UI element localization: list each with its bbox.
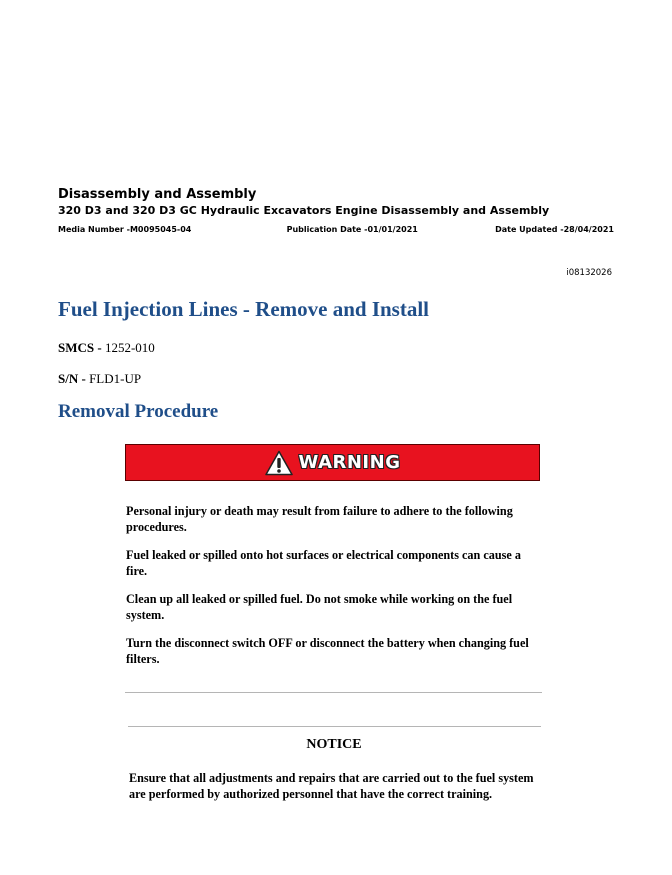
date-updated: Date Updated -28/04/2021: [495, 225, 614, 234]
meta-row: [58, 225, 614, 234]
warning-triangle-icon: [265, 450, 293, 476]
smcs-value: 1252-010: [104, 340, 155, 355]
publication-date: Publication Date -01/01/2021: [286, 225, 418, 234]
sn-line: [58, 371, 141, 387]
warning-paragraph: Turn the disconnect switch OFF or disconnect the battery when changing fuel filters.: [126, 636, 529, 666]
notice-divider: [128, 726, 541, 727]
page-title: Fuel Injection Lines - Remove and Install: [58, 297, 430, 321]
section-title: Removal Procedure: [58, 401, 219, 422]
smcs-label: SMCS -: [58, 340, 102, 355]
sn-value: FLD1-UP: [89, 371, 142, 386]
document-header: [58, 186, 614, 234]
warning-banner: [125, 444, 540, 481]
reference-id: i08132026: [566, 268, 612, 278]
notice-heading: NOTICE: [306, 737, 362, 752]
warning-body: [126, 504, 538, 680]
smcs-line: [58, 340, 155, 356]
doc-subtitle: 320 D3 and 320 D3 GC Hydraulic Excavators Engine Disassembly and Assembly: [58, 204, 550, 217]
warning-label: WARNING: [298, 452, 401, 473]
media-number: Media Number -M0095045-04: [58, 225, 192, 234]
warning-paragraph: Personal injury or death may result from failure to adhere to the following procedures.: [126, 504, 513, 534]
warning-divider: [125, 692, 542, 693]
notice-text: Ensure that all adjustments and repairs that are carried out to the fuel system are performed by authorized personnel that have the correct training.: [129, 771, 534, 801]
sn-label: S/N -: [58, 371, 86, 386]
warning-paragraph: Clean up all leaked or spilled fuel. Do not smoke while working on the fuel system.: [126, 592, 513, 622]
doc-type: Disassembly and Assembly: [58, 187, 257, 202]
warning-paragraph: Fuel leaked or spilled onto hot surfaces or electrical components can cause a fire.: [126, 548, 521, 578]
